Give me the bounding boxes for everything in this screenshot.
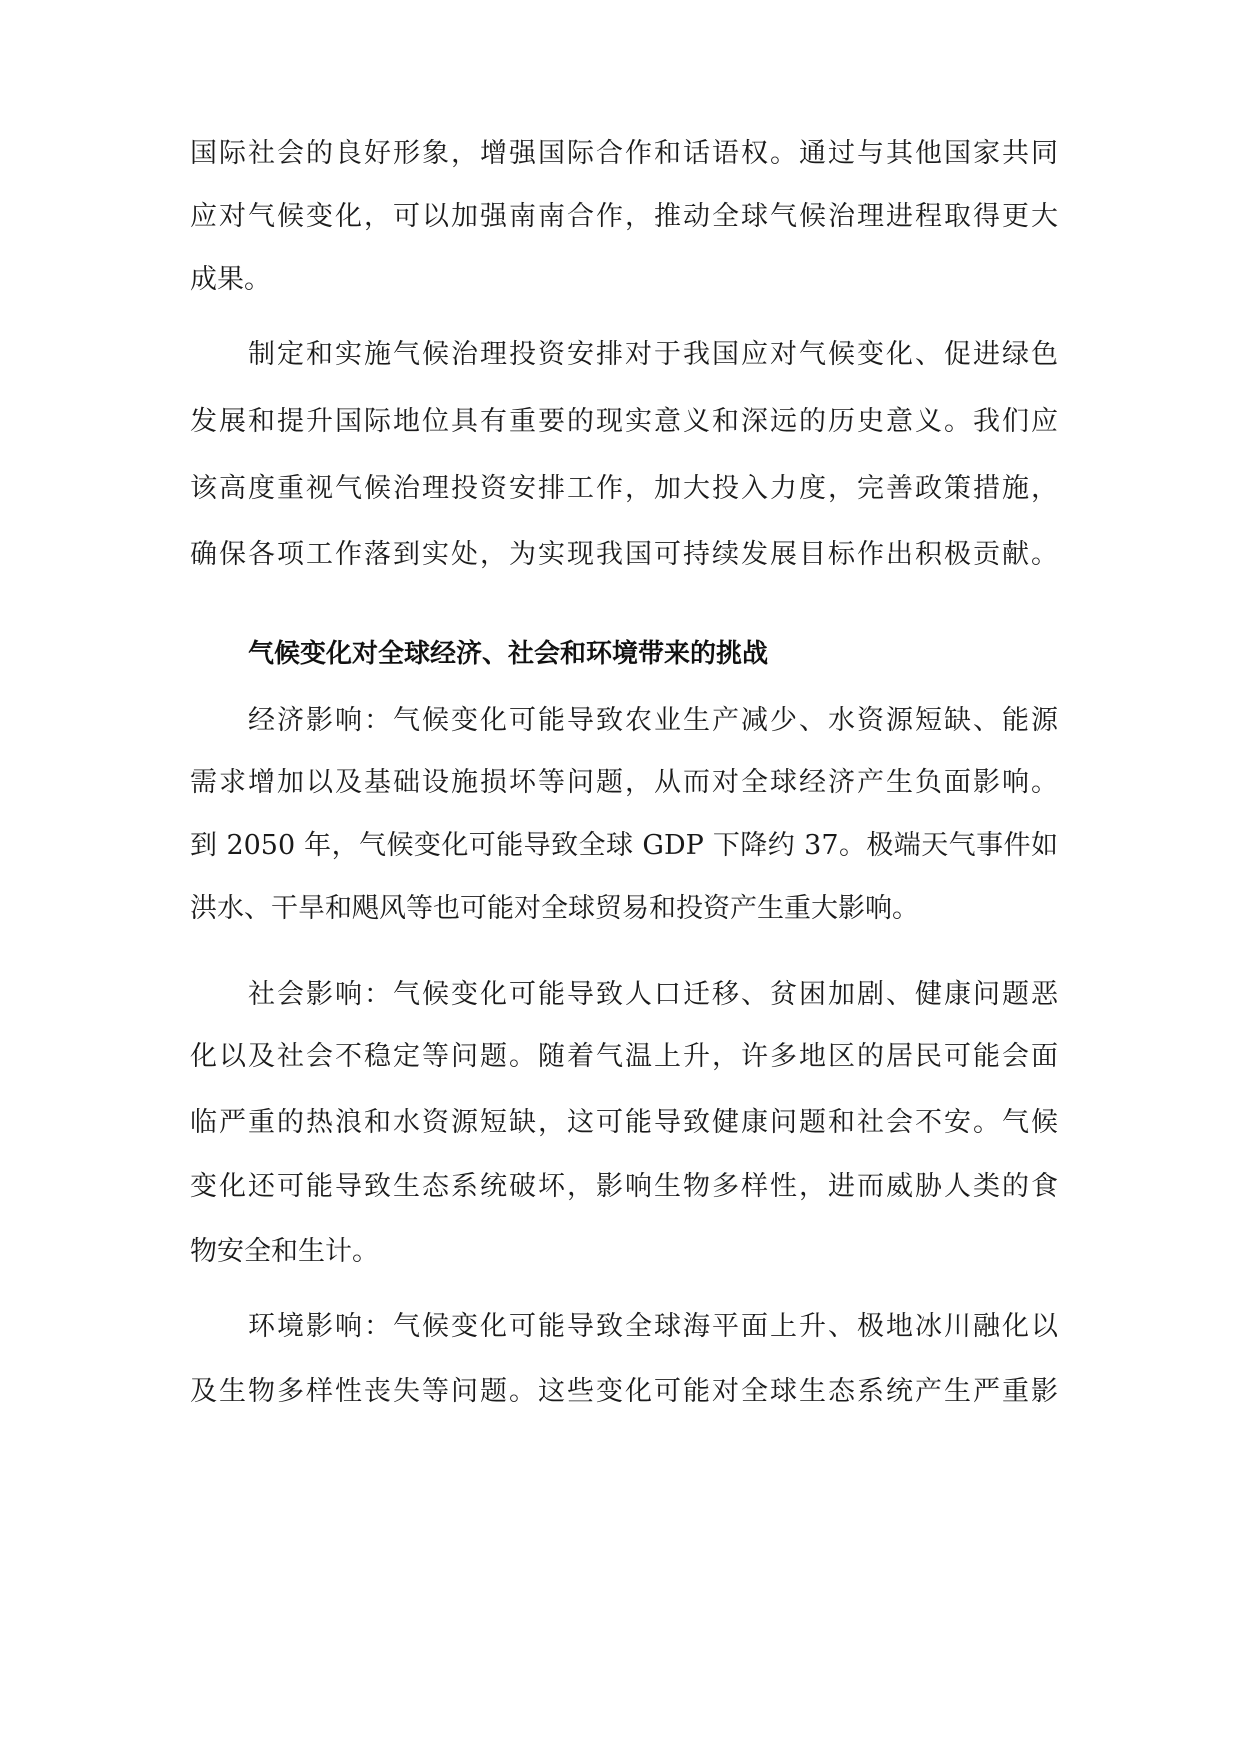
paragraph-line: 社会影响：气候变化可能导致人口迁移、贫困加剧、健康问题恶 (248, 979, 1058, 1010)
paragraph-line: 应对气候变化，可以加强南南合作，推动全球气候治理进程取得更大 (190, 201, 1058, 232)
paragraph-line: 物安全和生计。 (190, 1236, 379, 1267)
paragraph-line: 该高度重视气候治理投资安排工作，加大投入力度，完善政策措施， (190, 473, 1058, 504)
paragraph-line: 经济影响：气候变化可能导致农业生产减少、水资源短缺、能源 (248, 705, 1058, 736)
paragraph-line: 成果。 (190, 264, 271, 295)
paragraph-line: 洪水、干旱和飓风等也可能对全球贸易和投资产生重大影响。 (190, 893, 919, 924)
paragraph-line: 制定和实施气候治理投资安排对于我国应对气候变化、促进绿色 (248, 339, 1058, 370)
paragraph-line: 需求增加以及基础设施损坏等问题，从而对全球经济产生负面影响。 (190, 767, 1058, 798)
paragraph-line: 及生物多样性丧失等问题。这些变化可能对全球生态系统产生严重影 (190, 1376, 1058, 1407)
paragraph-line: 变化还可能导致生态系统破坏，影响生物多样性，进而威胁人类的食 (190, 1171, 1058, 1202)
paragraph-line: 环境影响：气候变化可能导致全球海平面上升、极地冰川融化以 (248, 1311, 1058, 1342)
paragraph-line: 国际社会的良好形象，增强国际合作和话语权。通过与其他国家共同 (190, 138, 1058, 169)
section-heading: 气候变化对全球经济、社会和环境带来的挑战 (248, 639, 769, 669)
paragraph-line: 临严重的热浪和水资源短缺，这可能导致健康问题和社会不安。气候 (190, 1107, 1058, 1138)
paragraph-line: 到 2050 年，气候变化可能导致全球 GDP 下降约 37。极端天气事件如 (190, 830, 1058, 861)
paragraph-line: 化以及社会不稳定等问题。随着气温上升，许多地区的居民可能会面 (190, 1041, 1058, 1072)
paragraph-line: 确保各项工作落到实处，为实现我国可持续发展目标作出积极贡献。 (190, 539, 1058, 570)
paragraph-line: 发展和提升国际地位具有重要的现实意义和深远的历史意义。我们应 (190, 406, 1058, 437)
